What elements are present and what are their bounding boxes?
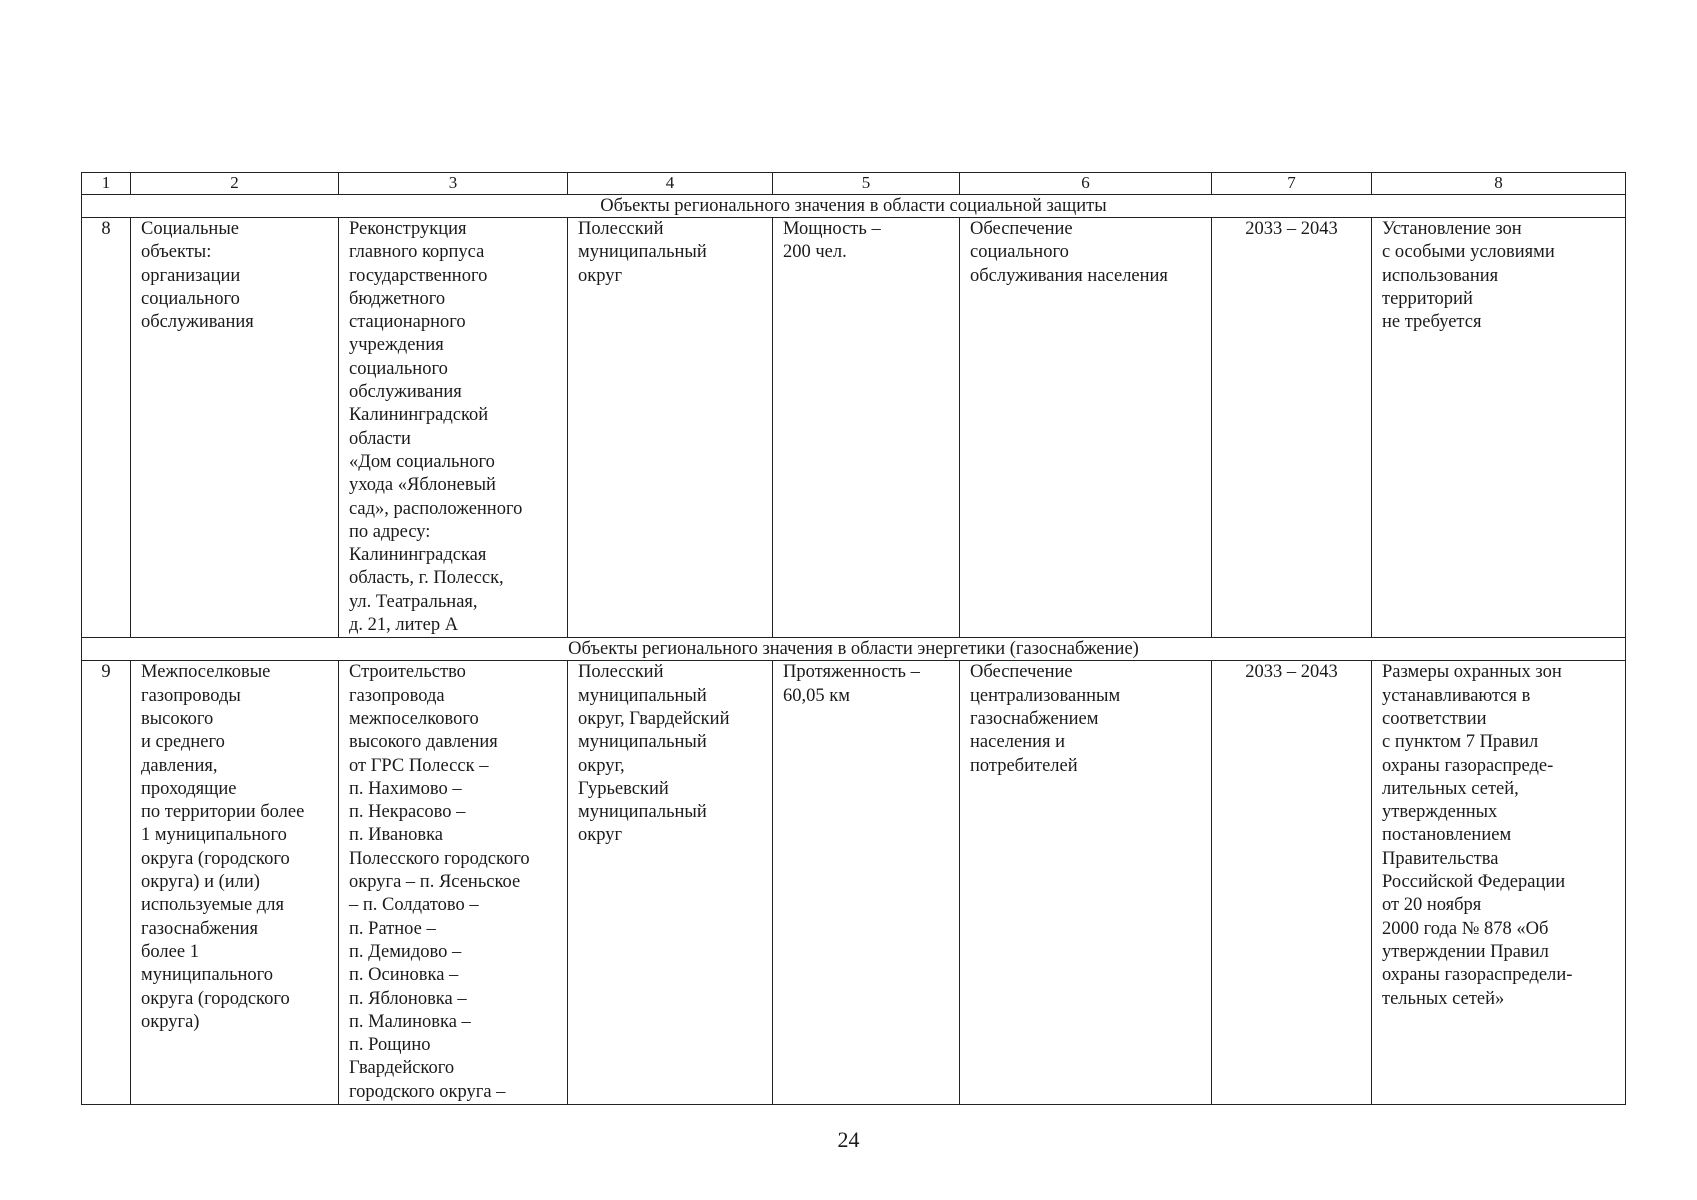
characteristics-cell: Мощность – 200 чел. <box>773 218 960 638</box>
column-header: 3 <box>339 173 568 195</box>
period-cell: 2033 – 2043 <box>1212 661 1372 1105</box>
object-type-cell: Межпоселковые газопроводы высокого и среднего давления, проходящие по территории более 1 муниципального округа (городского округа) и (или) используемые для газоснабжения более 1 муниципального округа (городского округа) <box>131 661 339 1105</box>
zones-cell: Размеры охранных зон устанавливаются в соответствии с пунктом 7 Правил охраны газораспреде- лительных сетей, утвержденных постановлением Правительства Российской Федерации от 20 ноября 2000 года № 878 «Об утверждении Правил охраны газораспредели- тельных сетей» <box>1372 661 1626 1105</box>
row-number: 8 <box>82 218 131 638</box>
table-row <box>82 661 1626 1105</box>
zones-cell: Установление зон с особыми условиями использования территорий не требуется <box>1372 218 1626 638</box>
column-header: 8 <box>1372 173 1626 195</box>
page-number: 24 <box>837 1127 860 1152</box>
column-header: 7 <box>1212 173 1372 195</box>
object-name-cell: Реконструкция главного корпуса государственного бюджетного стационарного учреждения социального обслуживания Калининградской области «Дом социального ухода «Яблоневый сад», расположенного по адресу: Калининградская область, г. Полесск, ул. Театральная, д. 21, литер А <box>339 218 568 638</box>
column-header: 1 <box>82 173 131 195</box>
section-title: Объекты регионального значения в области энергетики (газоснабжение) <box>82 638 1626 661</box>
period-cell: 2033 – 2043 <box>1212 218 1372 638</box>
column-header: 2 <box>131 173 339 195</box>
document-table <box>81 172 1626 1105</box>
object-name-cell: Строительство газопровода межпоселкового высокого давления от ГРС Полесск – п. Нахимово – п. Некрасово – п. Ивановка Полесского городского округа – п. Ясеньское – п. Солдатово – п. Ратное – п. Демидово – п. Осиновка – п. Яблоновка – п. Малиновка – п. Рощино Гвардейского городского округа – <box>339 661 568 1105</box>
section-heading-row <box>82 195 1626 218</box>
column-header: 4 <box>568 173 773 195</box>
section-heading-row <box>82 638 1626 661</box>
column-header: 6 <box>960 173 1212 195</box>
location-cell: Полесский муниципальный округ <box>568 218 773 638</box>
object-type-cell: Социальные объекты: организации социального обслуживания <box>131 218 339 638</box>
column-number-row <box>82 173 1626 195</box>
column-header: 5 <box>773 173 960 195</box>
location-cell: Полесский муниципальный округ, Гвардейский муниципальный округ, Гурьевский муниципальный округ <box>568 661 773 1105</box>
purpose-cell: Обеспечение централизованным газоснабжением населения и потребителей <box>960 661 1212 1105</box>
table-row <box>82 218 1626 638</box>
purpose-cell: Обеспечение социального обслуживания населения <box>960 218 1212 638</box>
characteristics-cell: Протяженность – 60,05 км <box>773 661 960 1105</box>
section-title: Объекты регионального значения в области социальной защиты <box>82 195 1626 218</box>
row-number: 9 <box>82 661 131 1105</box>
